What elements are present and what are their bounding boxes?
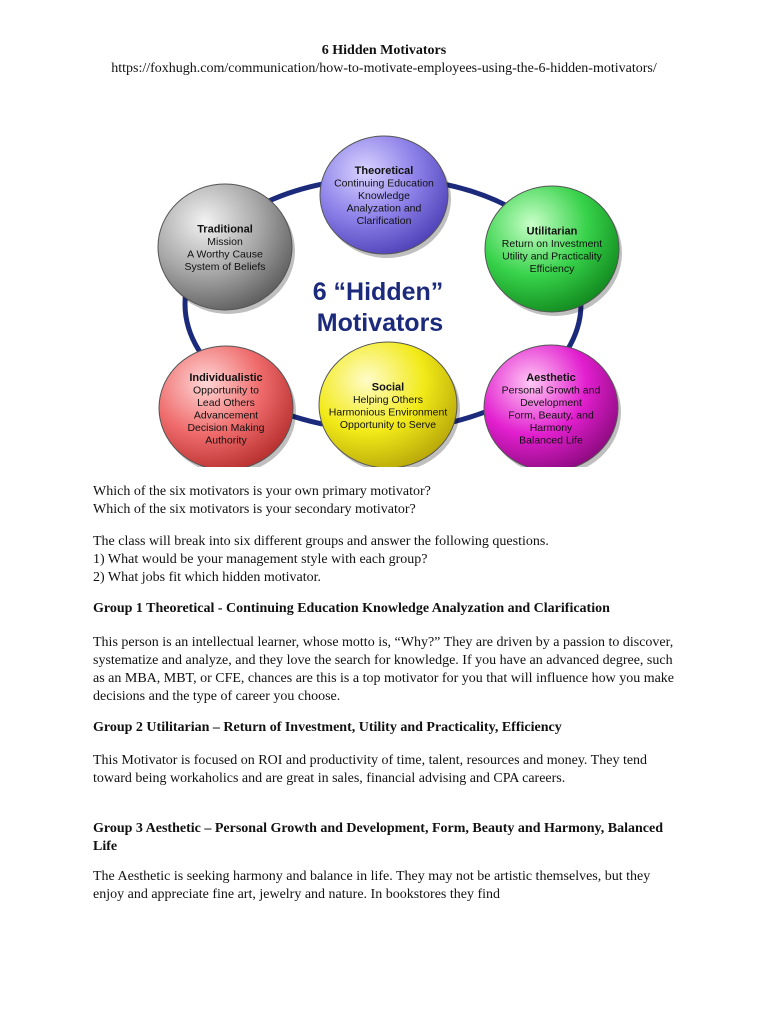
group3-heading: Group 3 Aesthetic – Personal Growth and Development, Form, Beauty and Harmony, Balanced Life: [93, 821, 663, 854]
primary-motivator-question: Which of the six motivators is your own primary motivator?: [93, 484, 431, 499]
class-intro: The class will break into six different groups and answer the following questions.: [93, 534, 549, 549]
node-line: Opportunity to Serve: [339, 418, 437, 431]
class-instructions: [93, 533, 683, 587]
diagram-title-line2: Motivators: [316, 309, 444, 337]
node-line: Harmonious Environment: [328, 406, 448, 419]
node-line: Personal Growth and: [501, 384, 601, 397]
class-question-1: 1) What would be your management style with each group?: [93, 552, 428, 567]
node-title: Traditional: [197, 223, 253, 236]
node-title: Social: [371, 381, 405, 394]
node-line: Return on Investment: [501, 237, 603, 250]
node-line: Development: [520, 396, 582, 409]
group1-text: This person is an intellectual learner, whose motto is, “Why?” They are driven by a passion to discover, systematize and analyze, and they love the search for knowledge. If you have an advanced degree, such as an MBA, MBT, or CFE, chances are this is a top motivator for you that will influence how you make decisions and the type of career you choose.: [93, 635, 675, 704]
motivator-node-traditional: [158, 184, 295, 314]
node-line: A Worthy Cause: [187, 248, 263, 261]
node-line: Lead Others: [197, 396, 255, 409]
node-line: Decision Making: [187, 421, 265, 434]
node-line: Harmony: [529, 421, 573, 434]
questions-block: [93, 483, 683, 519]
node-line: Advancement: [193, 409, 259, 422]
node-line: Knowledge: [358, 190, 410, 202]
motivator-node-individualistic: [159, 346, 296, 467]
node-line: Mission: [207, 235, 243, 248]
motivator-node-aesthetic: [484, 345, 621, 467]
node-line: Continuing Education: [334, 177, 434, 190]
node-line: Utility and Practicality: [502, 250, 602, 263]
group2-text: This Motivator is focused on ROI and productivity of time, talent, resources and money. They tend toward being workaholics and are great in sales, financial advising and CPA careers.: [93, 753, 648, 786]
motivators-diagram: [145, 122, 625, 467]
node-title: Aesthetic: [526, 371, 576, 384]
node-line: Clarification: [356, 215, 412, 227]
node-line: System of Beliefs: [184, 260, 266, 273]
source-url[interactable]: https://foxhugh.com/communication/how-to-motivate-employees-using-the-6-hidden-motivators/: [111, 61, 657, 76]
secondary-motivator-question: Which of the six motivators is your secondary motivator?: [93, 502, 416, 517]
motivator-node-utilitarian: [485, 186, 622, 316]
node-line: Balanced Life: [519, 434, 583, 447]
node-line: Analyzation and: [346, 202, 422, 215]
node-line: Authority: [205, 434, 247, 447]
motivator-node-social: [319, 342, 460, 467]
node-line: Form, Beauty, and: [508, 409, 594, 422]
node-title: Utilitarian: [526, 225, 578, 238]
motivator-node-theoretical: [320, 136, 451, 258]
diagram-title-line1: 6 “Hidden”: [312, 278, 444, 306]
group3-text: The Aesthetic is seeking harmony and balance in life. They may not be artistic themselves, but they enjoy and appreciate fine art, jewelry and nature. In bookstores they find: [93, 869, 651, 902]
node-line: Efficiency: [529, 262, 575, 275]
document-title: 6 Hidden Motivators: [321, 43, 447, 58]
group2-heading: Group 2 Utilitarian – Return of Investment, Utility and Practicality, Efficiency: [93, 720, 562, 735]
group1-heading: Group 1 Theoretical - Continuing Education Knowledge Analyzation and Clarification: [93, 601, 610, 616]
node-title: Theoretical: [354, 165, 414, 177]
node-line: Opportunity to: [193, 384, 259, 397]
node-title: Individualistic: [189, 371, 263, 384]
diagram-svg: [145, 122, 625, 467]
node-line: Helping Others: [352, 393, 424, 406]
class-question-2: 2) What jobs fit which hidden motivator.: [93, 570, 321, 585]
